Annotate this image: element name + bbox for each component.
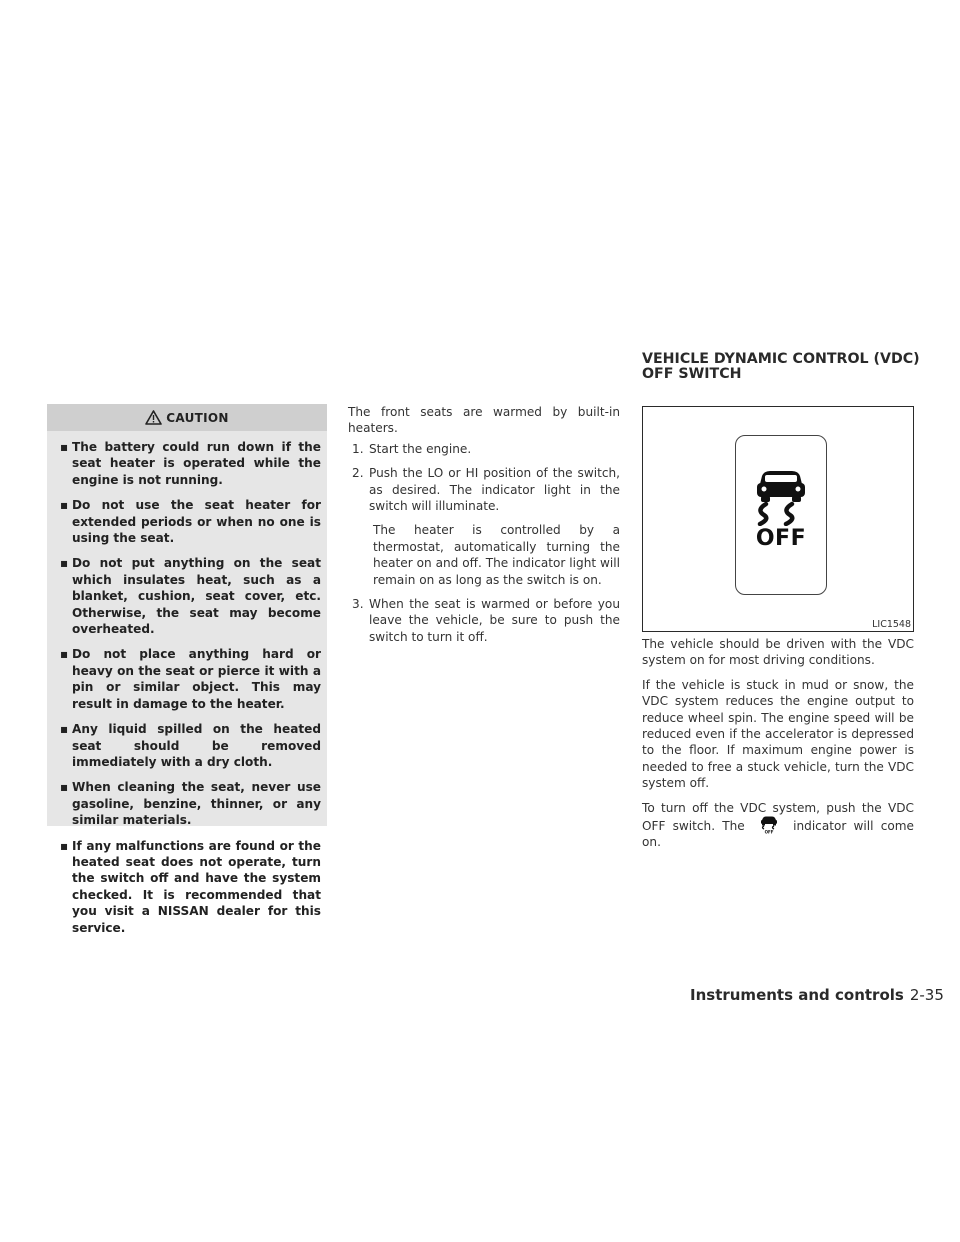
warning-icon	[145, 410, 162, 425]
switch-off-label: OFF	[755, 526, 807, 551]
vdc-description	[642, 636, 914, 859]
step-text: When the seat is warmed or before you leave the vehicle, be sure to push the switch to turn it off.	[369, 597, 620, 644]
step-text: Push the LO or HI position of the switch, as desired. The indicator light in the switch will illuminate.	[369, 466, 620, 514]
step-number: 2.	[352, 466, 364, 481]
section-heading	[642, 352, 942, 382]
caution-item: ▪ Do not use the seat heater for extended periods or when no one is using the seat.	[55, 497, 321, 546]
caution-item: ▪ The battery could run down if the seat heater is operated while the engine is not running.	[55, 439, 321, 488]
vdc-paragraph-text: To turn off the VDC system, push the VDC OFF switch. The	[642, 800, 914, 834]
vdc-paragraph: The vehicle should be driven with the VDC system on for most driving conditions.	[642, 637, 914, 668]
heater-step	[348, 441, 620, 457]
vdc-paragraph-text: indicator will come on.	[642, 819, 914, 850]
caution-header	[47, 404, 327, 431]
section-heading-line: VEHICLE DYNAMIC CONTROL (VDC)	[642, 351, 920, 367]
caution-item: ▪ If any malfunctions are found or the heated seat does not operate, turn the switch off and have the system checked. It is recommended that you visit a NISSAN dealer for this service.	[55, 838, 321, 936]
step-number: 3.	[352, 597, 364, 612]
vdc-off-switch	[735, 435, 827, 595]
heater-step	[348, 596, 620, 645]
caution-item: ▪ Do not place anything hard or heavy on the seat or pierce it with a pin or similar object. This may result in damage to the heater.	[55, 646, 321, 712]
step-note: The heater is controlled by a thermostat, automatically turning the heater on and off. The indicator light will remain on as long as the switch is on.	[373, 523, 620, 587]
heater-intro: The front seats are warmed by built-in heaters.	[348, 405, 620, 436]
caution-title: CAUTION	[166, 410, 229, 425]
page-footer	[690, 986, 944, 1004]
section-heading-line: OFF SWITCH	[642, 366, 742, 382]
step-text: Start the engine.	[369, 441, 472, 456]
figure-code: LIC1548	[872, 619, 911, 630]
vehicle-skid-icon	[752, 468, 810, 526]
caution-list	[47, 431, 327, 936]
vdc-switch-figure	[642, 406, 914, 632]
caution-box	[47, 404, 327, 935]
heater-steps	[348, 441, 620, 645]
page-number: 2-35	[909, 986, 944, 1004]
svg-text:OFF: OFF	[764, 829, 774, 835]
caution-item: ▪ When cleaning the seat, never use gasoline, benzine, thinner, or any similar materials.	[55, 779, 321, 828]
vdc-off-indicator-icon	[754, 816, 784, 834]
heater-step	[348, 465, 620, 588]
heater-instructions	[348, 404, 620, 653]
caution-item: ▪ Do not put anything on the seat which insulates heat, such as a blanket, cushion, seat cover, etc. Otherwise, the seat may become overheated.	[55, 555, 321, 637]
caution-item: ▪ Any liquid spilled on the heated seat should be removed immediately with a dry cloth.	[55, 721, 321, 770]
step-number: 1.	[352, 441, 364, 456]
footer-section: Instruments and controls	[690, 986, 904, 1004]
vdc-paragraph	[642, 800, 914, 851]
vdc-paragraph: If the vehicle is stuck in mud or snow, the VDC system reduces the engine output to reduce wheel spin. The engine speed will be reduced even if the accelerator is depressed to the floor. If maximum engine power is needed to free a stuck vehicle, turn the VDC system off.	[642, 677, 914, 791]
